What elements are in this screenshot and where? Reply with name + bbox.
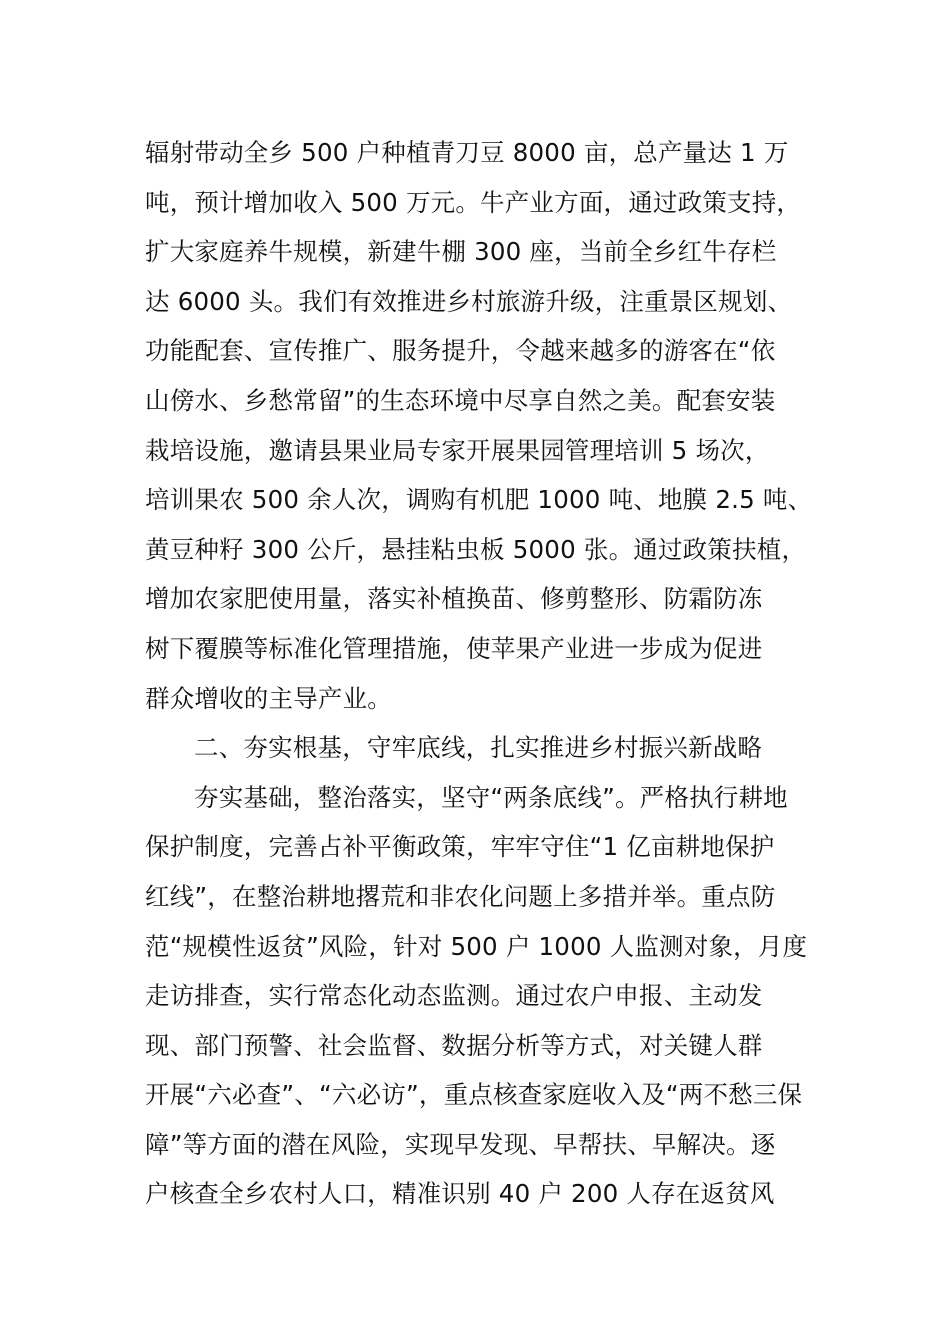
text-line: 栽培设施，邀请县果业局专家开展果园管理培训 5 场次，: [145, 435, 770, 465]
text-line: 吨，预计增加收入 500 万元。牛产业方面，通过政策支持，: [145, 187, 802, 217]
text-line: 山傍水、乡愁常留”的生态环境中尽享自然之美。配套安装: [145, 385, 776, 415]
text-line: 群众增收的主导产业。: [145, 683, 392, 713]
text-line: 黄豆种籽 300 公斤，悬挂粘虫板 5000 张。通过政策扶植，: [145, 534, 807, 564]
section-heading: 二、夯实根基，守牢底线，扎实推进乡村振兴新战略: [194, 733, 763, 763]
text-line: 辐射带动全乡 500 户种植青刀豆 8000 亩，总产量达 1 万: [145, 138, 789, 167]
text-line: 开展“六必查”、“六必访”，重点核查家庭收入及“两不愁三保: [145, 1080, 803, 1110]
text-line: 障”等方面的潜在风险，实现早发现、早帮扶、早解决。逐: [145, 1129, 776, 1159]
text-line: 户核查全乡农村人口，精准识别 40 户 200 人存在返贫风: [145, 1179, 775, 1209]
text-line: 现、部门预警、社会监督、数据分析等方式，对关键人群: [145, 1030, 763, 1060]
paragraph-first-line: 夯实基础，整治落实，坚守“两条底线”。严格执行耕地: [194, 782, 788, 812]
text-line: 走访排查，实行常态化动态监测。通过农户申报、主动发: [145, 981, 763, 1011]
text-line: 培训果农 500 余人次，调购有机肥 1000 吨、地膜 2.5 吨、: [145, 485, 813, 515]
text-line: 功能配套、宣传推广、服务提升，令越来越多的游客在“依: [145, 336, 776, 366]
text-line: 树下覆膜等标准化管理措施，使苹果产业进一步成为促进: [145, 633, 763, 663]
text-line: 保护制度，完善占补平衡政策，牢牢守住“1 亿亩耕地保护: [145, 832, 775, 862]
text-line: 扩大家庭养牛规模，新建牛棚 300 座，当前全乡红牛存栏: [145, 237, 777, 267]
text-line: 达 6000 头。我们有效推进乡村旅游升级，注重景区规划、: [145, 286, 793, 316]
text-line: 范“规模性返贫”风险，针对 500 户 1000 人监测对象，月度: [145, 931, 808, 961]
text-line: 增加农家肥使用量，落实补植换苗、修剪整形、防霜防冻: [145, 584, 763, 614]
body-text: [145, 128, 845, 1219]
text-line: 红线”，在整治耕地撂荒和非农化问题上多措并举。重点防: [145, 881, 776, 911]
